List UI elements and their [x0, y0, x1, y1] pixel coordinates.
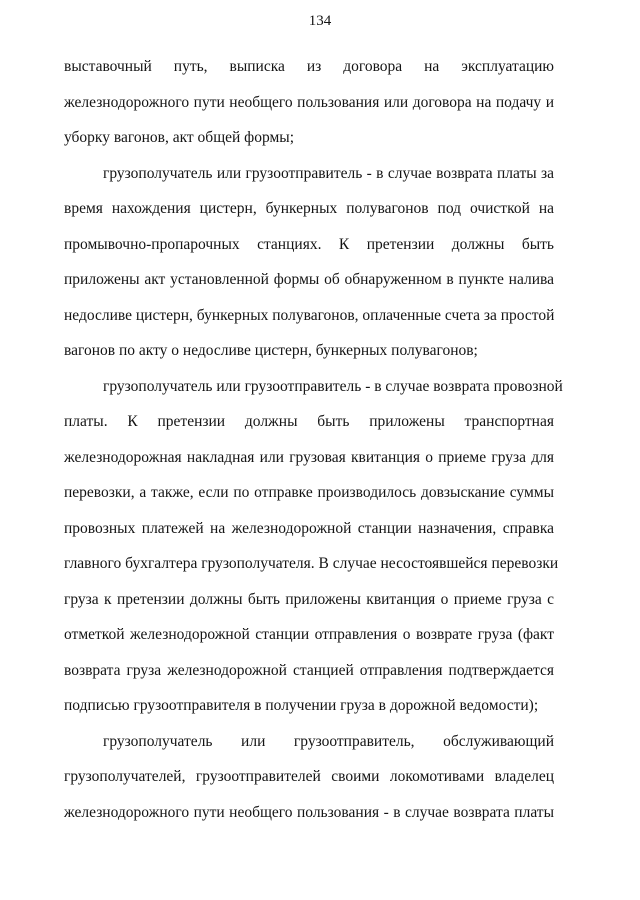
text-line: грузополучателей, грузоотправителей своими локомотивами владелец: [64, 768, 554, 785]
paragraph-3: [64, 369, 563, 724]
text-line: вагонов по акту о недосливе цистерн, бункерных полувагонов;: [64, 342, 478, 359]
text-line: платы. К претензии должны быть приложены транспортная: [64, 413, 554, 430]
text-line: железнодорожная накладная или грузовая квитанция о приеме груза для: [64, 448, 554, 466]
text-line: груза к претензии должны быть приложены квитанция о приеме груза с: [64, 590, 554, 608]
text-line: провозных платежей на железнодорожной станции назначения, справка: [64, 519, 554, 537]
text-line: железнодорожного пути необщего пользования или договора на подачу и: [64, 93, 554, 111]
text-line: железнодорожного пути необщего пользования - в случае возврата платы: [64, 803, 554, 821]
paragraph-1: [64, 49, 554, 156]
text-line: приложены акт установленной формы об обнаруженном в пункте налива: [64, 271, 554, 288]
text-line: грузополучатель или грузоотправитель - в случае возврата платы за: [103, 164, 554, 182]
text-line: главного бухгалтера грузополучателя. В случае несостоявшейся перевозки: [64, 555, 559, 572]
text-line: грузополучатель или грузоотправитель, обслуживающий: [103, 732, 554, 750]
text-line: перевозки, а также, если по отправке производилось довзыскание суммы: [64, 484, 554, 501]
text-line: время нахождения цистерн, бункерных полувагонов под очисткой на: [64, 200, 554, 217]
text-line: подписью грузоотправителя в получении груза в дорожной ведомости);: [64, 697, 539, 714]
page-number: 134: [308, 13, 332, 29]
text-line: уборку вагонов, акт общей формы;: [64, 129, 295, 146]
text-line: недосливе цистерн, бункерных полувагонов, оплаченные счета за простой: [64, 306, 555, 324]
paragraph-4: [64, 724, 554, 831]
text-line: грузополучатель или грузоотправитель - в случае возврата провозной: [103, 377, 563, 395]
paragraph-2: [64, 156, 554, 369]
text-line: промывочно-пропарочных станциях. К претензии должны быть: [64, 235, 554, 253]
text-line: отметкой железнодорожной станции отправления о возврате груза (факт: [64, 626, 554, 643]
text-line: возврата груза железнодорожной станцией отправления подтверждается: [64, 661, 554, 679]
text-line: выставочный путь, выписка из договора на эксплуатацию: [64, 58, 554, 75]
document-body: [64, 49, 563, 830]
